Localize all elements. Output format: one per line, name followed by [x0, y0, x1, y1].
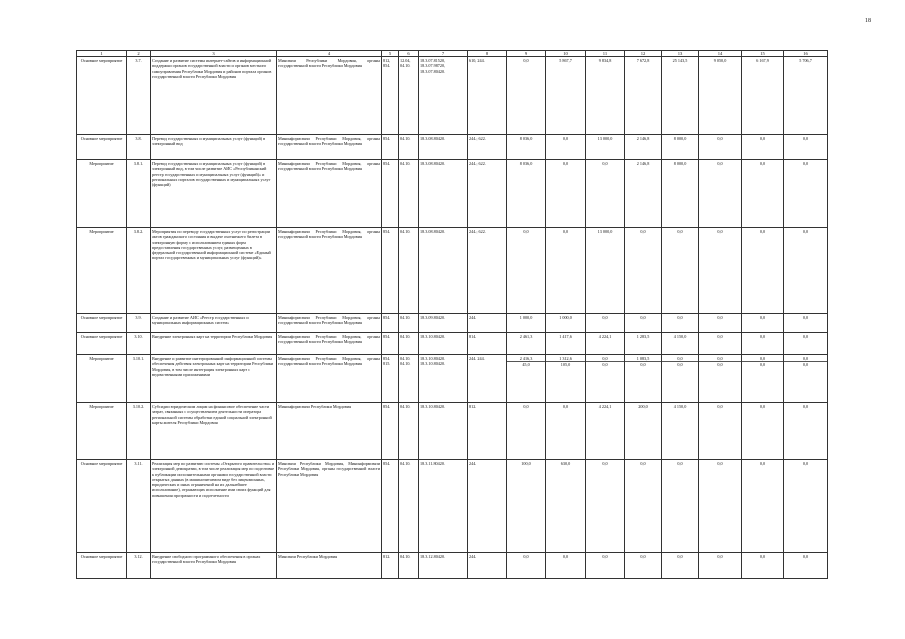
- vr-cell: 244.: [468, 460, 507, 553]
- value-cell: 0,0: [546, 553, 586, 579]
- value-cell: [784, 355, 828, 403]
- column-number-cell: 4: [277, 51, 382, 57]
- csr-cell: 18.3.09.80420.: [419, 314, 468, 333]
- event-name-cell: Субсидии юридическим лицам на финансовое обеспечение части затрат, связанных с осуществлением деятельности оператора региональной системы обработки единой социальной электронной карты жителя Республики Мордовия: [151, 403, 277, 460]
- column-number-cell: 8: [468, 51, 507, 57]
- value-cell: 100,0: [507, 460, 546, 553]
- event-name-cell: Мероприятия по переводу государственных услуг по регистрации актов гражданского состояния и выдаче охотничьего билета в электронную форму с использованием единых форм предоставления государственных услуг, размещенных в федеральной государственной информационной системе «Единый портал государственных и муниципальных услуг (функций)»: [151, 228, 277, 314]
- column-number-cell: 3: [151, 51, 277, 57]
- value-cell: 0,0: [625, 460, 662, 553]
- value-cell: 0,0: [699, 135, 742, 160]
- value-cell: 4 150,0: [662, 333, 699, 355]
- table-row: [77, 460, 828, 553]
- csr-cell: 18.3.12.80420.: [419, 553, 468, 579]
- event-code-cell: 3.8.2.: [127, 228, 151, 314]
- value-cell: 0,0: [546, 160, 586, 228]
- event-code-cell: 3.7.: [127, 57, 151, 135]
- event-name-cell: Перевод государственных и муниципальных услуг (функций) в электронный вид: [151, 135, 277, 160]
- value-cell: 13 000,0: [586, 135, 625, 160]
- value-cell: [662, 355, 699, 403]
- value-cell: 9 050,0: [699, 57, 742, 135]
- grbs-cell: 854.: [382, 403, 399, 460]
- value-cell: [546, 355, 586, 403]
- value-subcell: 105,0: [546, 361, 585, 367]
- value-cell: 0,0: [699, 460, 742, 553]
- value-cell: 0,0: [784, 160, 828, 228]
- value-subcell: 0,0: [759, 356, 766, 361]
- executor-cell: Мининформсвязи Республики Мордовия, органы государственной власти Республики Мордовия: [277, 135, 382, 160]
- event-code-cell: 3.10.: [127, 333, 151, 355]
- rzpr-cell: 04.10.: [399, 160, 419, 228]
- rzpr-cell: 04.10.: [399, 403, 419, 460]
- event-code-cell: 3.11.: [127, 460, 151, 553]
- value-cell: 4 150,0: [662, 403, 699, 460]
- event-name-cell: Перевод государственных и муниципальных услуг (функций) в электронный вид, в том числе развитие АИС «Республиканский реестр государственных и муниципальных услуг (функций)» и региональных порталов государственных и муниципальных услуг (функций): [151, 160, 277, 228]
- value-cell: 9 834,8: [586, 57, 625, 135]
- budget-table: [76, 50, 828, 579]
- vr-cell: 244.: [468, 553, 507, 579]
- column-number-cell: 6: [399, 51, 419, 57]
- rzpr-cell: 04.10. 04.10.: [399, 355, 419, 403]
- grbs-cell: 854.: [382, 228, 399, 314]
- table-row: [77, 355, 828, 403]
- value-cell: 1 000,0: [507, 314, 546, 333]
- value-cell: 0,0: [586, 160, 625, 228]
- value-cell: 2 461,3: [507, 333, 546, 355]
- value-subcell: 45,0: [507, 361, 545, 367]
- csr-cell: 18.3.10.80420. 18.3.10.80420.: [419, 355, 468, 403]
- event-type-cell: Мероприятие: [77, 355, 127, 403]
- table-row: [77, 553, 828, 579]
- value-subcell: 1 083,5: [636, 356, 650, 361]
- value-cell: 0,0: [742, 403, 784, 460]
- value-cell: [586, 355, 625, 403]
- grbs-cell: 854.: [382, 460, 399, 553]
- rzpr-cell: 04.10.: [399, 135, 419, 160]
- event-type-cell: Мероприятие: [77, 228, 127, 314]
- value-cell: 8 000,0: [662, 160, 699, 228]
- executor-cell: Мининформсвязи Республики Мордовия, органы государственной власти Республики Мордовия: [277, 160, 382, 228]
- csr-cell: 18.3.08.80420.: [419, 160, 468, 228]
- value-cell: 0,0: [546, 228, 586, 314]
- value-subcell: 0,0: [717, 356, 723, 361]
- event-name-cell: Внедрение свободного программного обеспечения в органах государственной власти Республики Мордовия: [151, 553, 277, 579]
- value-cell: 0,0: [699, 403, 742, 460]
- value-cell: 1 000,0: [546, 314, 586, 333]
- value-cell: [507, 355, 546, 403]
- value-cell: 0,0: [507, 403, 546, 460]
- value-cell: 200,0: [625, 403, 662, 460]
- vr-cell: 244.; 622.: [468, 160, 507, 228]
- column-number-cell: 16: [784, 51, 828, 57]
- value-cell: 0,0: [546, 135, 586, 160]
- value-cell: 5 706,7: [784, 57, 828, 135]
- value-cell: 0,0: [742, 228, 784, 314]
- event-code-cell: 3.10.1.: [127, 355, 151, 403]
- table-row: [77, 314, 828, 333]
- vr-cell: 244.; 622.: [468, 228, 507, 314]
- value-cell: 0,0: [507, 553, 546, 579]
- column-number-cell: 5: [382, 51, 399, 57]
- event-code-cell: 3.12.: [127, 553, 151, 579]
- executor-cell: Минсвязи Республики Мордовия, Мининформсвязи Республики Мордовия, органы государственной власти Республики Мордовия: [277, 460, 382, 553]
- value-cell: 0,0: [662, 460, 699, 553]
- event-type-cell: Мероприятие: [77, 403, 127, 460]
- column-number-cell: 11: [586, 51, 625, 57]
- executor-cell: Мининформсвязи Республики Мордовия: [277, 403, 382, 460]
- vr-cell: 610, 244.: [468, 57, 507, 135]
- value-cell: 0,0: [662, 228, 699, 314]
- value-cell: 630,0: [546, 460, 586, 553]
- value-cell: 0,0: [742, 460, 784, 553]
- rzpr-cell: 04.10.: [399, 228, 419, 314]
- value-subcell: 0,0: [602, 356, 608, 361]
- executor-cell: Мининформсвязи Республики Мордовия, органы государственной власти Республики Мордовия: [277, 355, 382, 403]
- value-cell: 8 000,0: [662, 135, 699, 160]
- value-cell: 0,0: [784, 135, 828, 160]
- column-number-cell: 14: [699, 51, 742, 57]
- column-number-cell: 1: [77, 51, 127, 57]
- grbs-cell: 854.: [382, 314, 399, 333]
- value-cell: 0,0: [784, 403, 828, 460]
- value-cell: 0,0: [625, 553, 662, 579]
- column-number-cell: 9: [507, 51, 546, 57]
- value-subcell: 1 312,6: [559, 356, 572, 361]
- value-cell: 0,0: [507, 228, 546, 314]
- value-cell: 0,0: [742, 314, 784, 333]
- csr-cell: 18.3.07.81520, 18.3.07.98720, 18.3.07.80420.: [419, 57, 468, 135]
- value-subcell: 0,0: [699, 361, 741, 367]
- table-row: [77, 228, 828, 314]
- csr-cell: 18.3.10.80420.: [419, 403, 468, 460]
- event-type-cell: Основное мероприятие: [77, 333, 127, 355]
- grbs-cell: 854. 815.: [382, 355, 399, 403]
- csr-cell: 18.3.08.80420.: [419, 228, 468, 314]
- event-type-cell: Мероприятие: [77, 160, 127, 228]
- value-cell: 25 143,5: [662, 57, 699, 135]
- event-type-cell: Основное мероприятие: [77, 135, 127, 160]
- value-cell: 0,0: [625, 228, 662, 314]
- value-cell: 4 224,1: [586, 333, 625, 355]
- event-name-cell: Внедрение и развитие интегрированной информационной системы обеспечения действия электронных карт на территории Республики Мордовия, в том числе интеграция электронных карт с ведомственными приложениями: [151, 355, 277, 403]
- executor-cell: Мининформсвязи Республики Мордовия, органы государственной власти Республики Мордовия: [277, 314, 382, 333]
- value-cell: 8 036,0: [507, 160, 546, 228]
- column-number-cell: 12: [625, 51, 662, 57]
- value-cell: [699, 355, 742, 403]
- table-row: [77, 333, 828, 355]
- event-code-cell: 3.8.1.: [127, 160, 151, 228]
- column-number-cell: 2: [127, 51, 151, 57]
- value-cell: 0,0: [662, 553, 699, 579]
- column-number-cell: 7: [419, 51, 468, 57]
- value-cell: 7 672,8: [625, 57, 662, 135]
- event-name-cell: Реализация мер по развитию системы «Открытого правительства» и электронной демократии, в том числе реализация мер по подготовке к публикации исполнительными органами государственной власти открытых данных (в машиночитаемом виде без лицензионных, юридических и иных ограничений на их дальнейшее использование), отражающих исполнение ими своих функций для повышения прозрачности и подотчетности: [151, 460, 277, 553]
- event-type-cell: Основное мероприятие: [77, 553, 127, 579]
- budget-table-sheet: [76, 50, 827, 579]
- rzpr-cell: 04.10.: [399, 314, 419, 333]
- value-subcell: 0,0: [802, 356, 809, 361]
- vr-cell: 244. 244.: [468, 355, 507, 403]
- event-type-cell: Основное мероприятие: [77, 460, 127, 553]
- value-cell: 0,0: [742, 135, 784, 160]
- rzpr-cell: 04.10.: [399, 460, 419, 553]
- value-subcell: 2 416,3: [519, 356, 533, 361]
- value-subcell: 0,0: [677, 356, 683, 361]
- grbs-cell: 854.: [382, 135, 399, 160]
- value-cell: 1 283,5: [625, 333, 662, 355]
- value-cell: 1 417,6: [546, 333, 586, 355]
- value-cell: 0,0: [742, 160, 784, 228]
- value-cell: 0,0: [586, 553, 625, 579]
- table-body: [77, 51, 828, 579]
- executor-cell: Минсвязи Республики Мордовия, органы государственной власти Республики Мордовия: [277, 57, 382, 135]
- grbs-cell: 854.: [382, 333, 399, 355]
- vr-cell: 812.: [468, 403, 507, 460]
- table-row: [77, 135, 828, 160]
- value-cell: 0,0: [699, 228, 742, 314]
- value-cell: 0,0: [784, 460, 828, 553]
- table-row: [77, 57, 828, 135]
- value-cell: 0,0: [699, 333, 742, 355]
- value-cell: 4 224,1: [586, 403, 625, 460]
- vr-cell: 244.: [468, 314, 507, 333]
- value-cell: 0,0: [699, 160, 742, 228]
- event-type-cell: Основное мероприятие: [77, 314, 127, 333]
- event-name-cell: Создание и развитие системы интернет-сайтов и информационной поддержки органов государственной власти и органов местного самоуправления Республики Мордовия и районов портала органов государственной власти Республики Мордовия: [151, 57, 277, 135]
- grbs-cell: 854.: [382, 160, 399, 228]
- event-name-cell: Создание и развитие АИС «Реестр государственных и муниципальных информационных систем»: [151, 314, 277, 333]
- vr-cell: 244.; 622.: [468, 135, 507, 160]
- value-cell: 2 146,8: [625, 135, 662, 160]
- value-cell: 0,0: [625, 314, 662, 333]
- rzpr-cell: 04.10.: [399, 333, 419, 355]
- grbs-cell: 812, 854.: [382, 57, 399, 135]
- table-row: [77, 403, 828, 460]
- rzpr-cell: 12.04, 04.10.: [399, 57, 419, 135]
- value-cell: 0,0: [662, 314, 699, 333]
- value-cell: 6 167,9: [742, 57, 784, 135]
- executor-cell: Мининформсвязи Республики Мордовия, органы государственной власти Республики Мордовия: [277, 333, 382, 355]
- event-code-cell: 3.8.: [127, 135, 151, 160]
- executor-cell: Мининформсвязи Республики Мордовия, органы государственной власти Республики Мордовия: [277, 228, 382, 314]
- value-cell: 0,0: [784, 333, 828, 355]
- value-cell: 0,0: [546, 403, 586, 460]
- value-cell: 0,0: [699, 553, 742, 579]
- value-subcell: 0,0: [625, 361, 661, 367]
- value-subcell: 0,0: [784, 361, 827, 367]
- value-cell: 0,0: [784, 553, 828, 579]
- value-subcell: 0,0: [742, 361, 783, 367]
- csr-cell: 18.3.11.80420.: [419, 460, 468, 553]
- column-number-cell: 13: [662, 51, 699, 57]
- value-cell: 0,0: [742, 333, 784, 355]
- value-subcell: 0,0: [662, 361, 698, 367]
- value-cell: 0,0: [586, 314, 625, 333]
- value-cell: 5 867,7: [546, 57, 586, 135]
- column-number-cell: 15: [742, 51, 784, 57]
- vr-cell: 814.: [468, 333, 507, 355]
- event-type-cell: Основное мероприятие: [77, 57, 127, 135]
- page-number: 18: [865, 18, 871, 24]
- value-cell: 0,0: [784, 314, 828, 333]
- value-cell: 0,0: [742, 553, 784, 579]
- value-cell: [625, 355, 662, 403]
- csr-cell: 18.3.10.80420.: [419, 333, 468, 355]
- value-cell: 0,0: [586, 460, 625, 553]
- value-cell: 0,0: [699, 314, 742, 333]
- event-name-cell: Внедрение электронных карт на территории Республики Мордовия: [151, 333, 277, 355]
- column-number-cell: 10: [546, 51, 586, 57]
- rzpr-cell: 04.10.: [399, 553, 419, 579]
- value-cell: 0,0: [507, 57, 546, 135]
- value-cell: 0,0: [784, 228, 828, 314]
- table-row: [77, 160, 828, 228]
- grbs-cell: 812.: [382, 553, 399, 579]
- csr-cell: 18.3.08.80420.: [419, 135, 468, 160]
- value-cell: 13 000,0: [586, 228, 625, 314]
- value-cell: [742, 355, 784, 403]
- value-cell: 8 036,0: [507, 135, 546, 160]
- event-code-cell: 3.10.2.: [127, 403, 151, 460]
- value-subcell: 0,0: [586, 361, 624, 367]
- event-code-cell: 3.9.: [127, 314, 151, 333]
- value-cell: 2 146,8: [625, 160, 662, 228]
- executor-cell: Минсвязи Республики Мордовия: [277, 553, 382, 579]
